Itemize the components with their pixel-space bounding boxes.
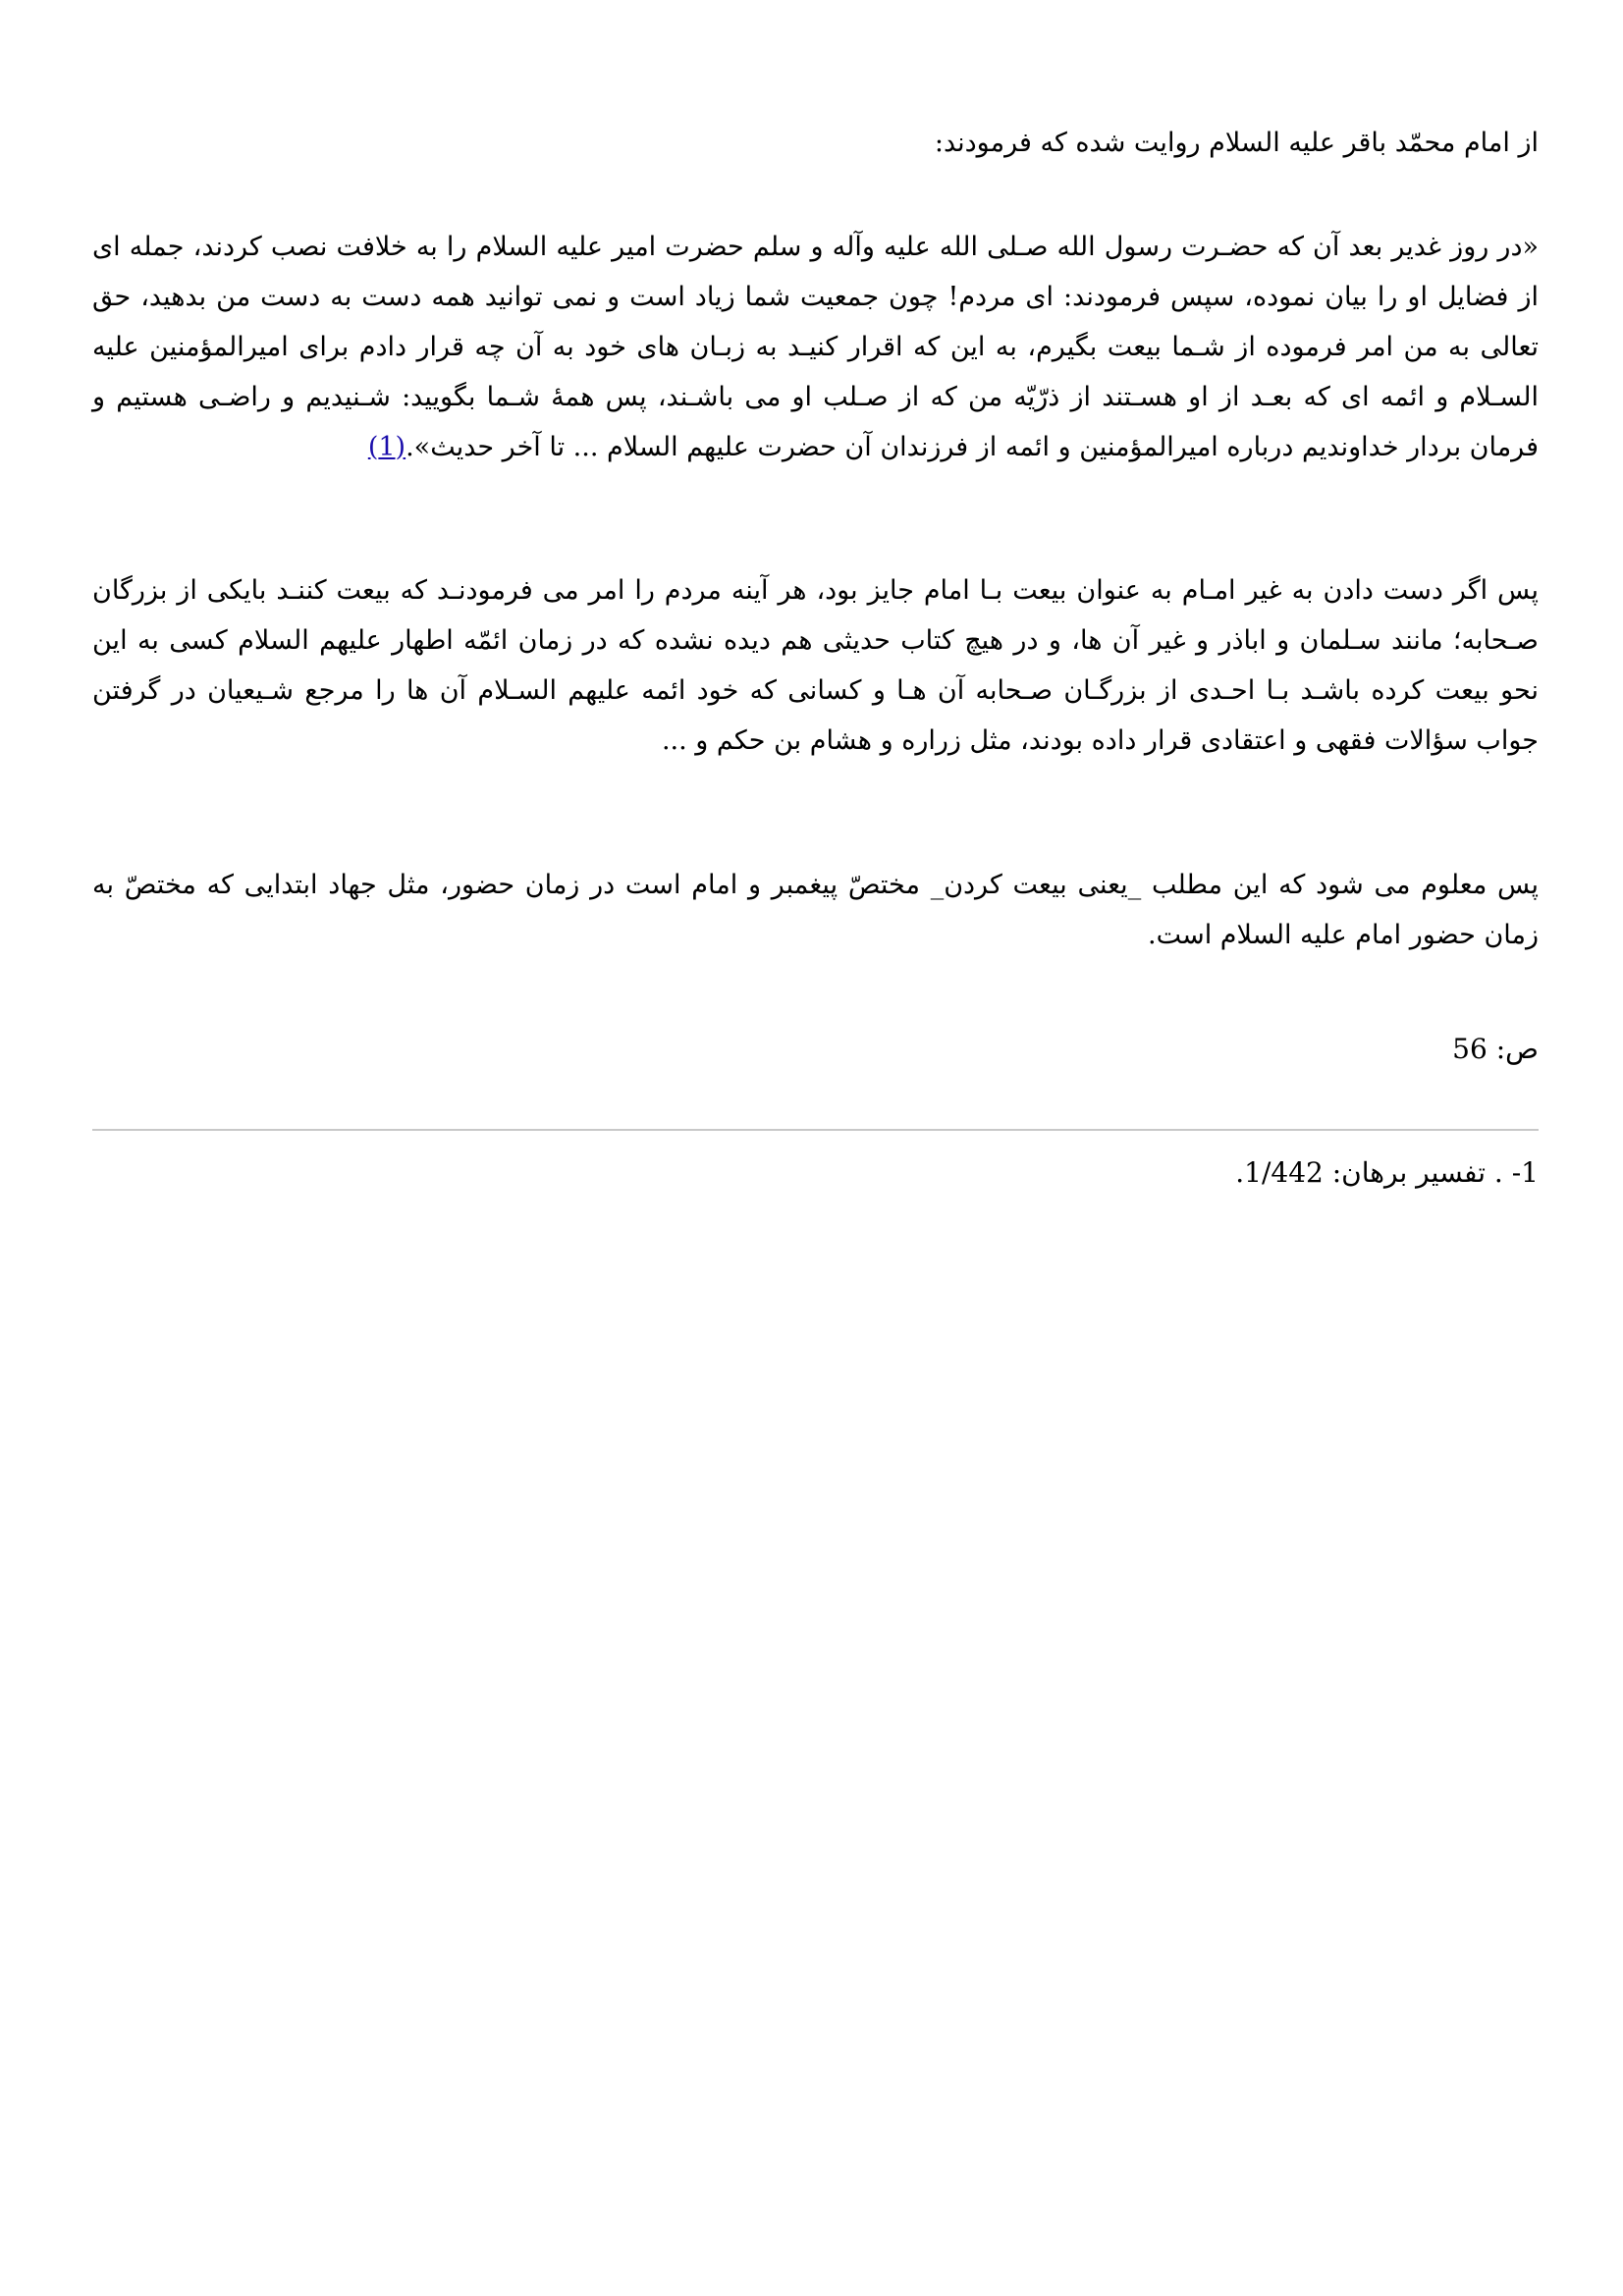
conclusion-paragraph: پس معلوم می شود که این مطلب _یعنی بیعت کردن_ مختصّ پیغمبر و امام است در زمان حضور، مثل جهاد ابتدایی که مختصّ به زمان حضور امام علیه السلام است. — [92, 870, 1539, 950]
hadith-paragraph — [92, 222, 1539, 472]
argument-paragraph: پس اگر دست دادن به غیر امـام به عنوان بیعت بـا امام جایز بود، هر آینه مردم را امر می فرمودنـد که بیعت کننـد بایکی از بزرگان صـحابه؛ مانند سـلمان و اباذر و غیر آن ها، و در هیچ کتاب حدیثی هم دیده نشده که در زمان ائمّه اطهار علیهم السلام کسی به این نحو بیعت کرده باشـد بـا احـدی از بزرگـان صـحابه آن هـا و کسانی که خود ائمه علیهم السـلام آن ها را مرجع شـیعیان در گرفتن جواب سؤالات فقهی و اعتقادی قرار داده بودند، مثل زراره و هشام بن حکم و ... — [92, 575, 1539, 756]
page-number: ص: 56 — [1452, 1033, 1539, 1065]
footnote-divider — [92, 1129, 1539, 1131]
footnote: 1- . تفسیر برهان: 1/442. — [1235, 1156, 1539, 1189]
footnote-reference-link[interactable]: (1) — [367, 432, 406, 462]
hadith-text: «در روز غدیر بعد آن که حضـرت رسول الله صـلی الله علیه وآله و سلم حضرت امیر علیه السلام را به خلافت نصب کردند، جمله ای از فضایل او را بیان نموده، سپس فرمودند: ای مردم! چون جمعیت شما زیاد است و نمی توانید همه دست به دست من بدهید، حق تعالی به من امر فرموده از شـما بیعت بگیرم، به این که اقرار کنیـد به زبـان های خود به آن چه قرار دادم برای امیرالمؤمنین علیه السـلام و ائمه ای که بعـد از او هسـتند از ذرّیّه من که از صـلب او می باشـند، پس همهٔ شـما بگویید: شـنیدیم و راضـی هستیم و فرمان بردار خداوندیم درباره امیرالمؤمنین و ائمه از فرزندان آن حضرت علیهم السلام ... تا آخر حدیث». — [92, 232, 1539, 462]
intro-line: از امام محمّد باقر علیه السلام روایت شده که فرمودند: — [934, 128, 1539, 158]
